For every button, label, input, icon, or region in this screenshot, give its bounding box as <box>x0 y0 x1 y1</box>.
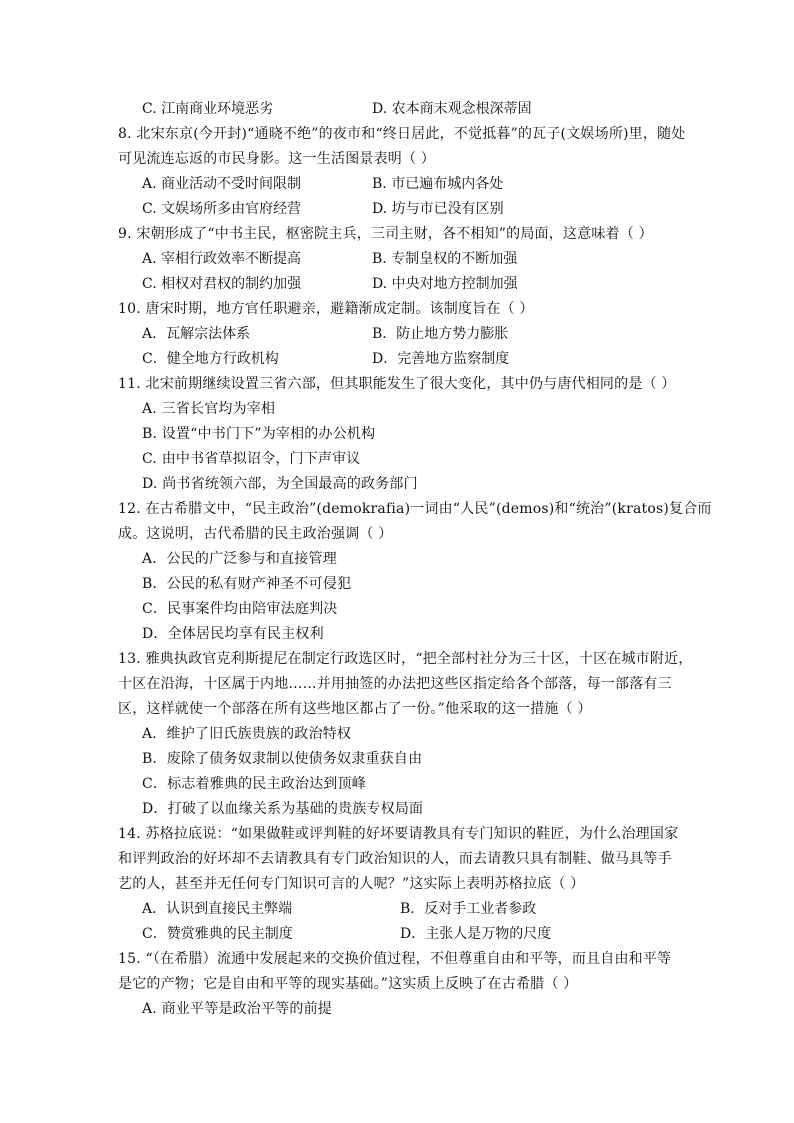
q11-stem-line1: 11. 北宋前期继续设置三省六部，但其职能发生了很大变化，其中仍与唐代相同的是（ ） <box>118 376 676 392</box>
q8-option-a: A. 商业活动不受时间限制 <box>142 176 302 192</box>
q11-option-d: D. 尚书省统领六部，为全国最高的政务部门 <box>142 476 418 492</box>
q9-stem-line1: 9. 宋朝形成了“中书主民，枢密院主兵，三司主财，各不相知”的局面，这意味着（ ） <box>118 226 653 242</box>
q9-option-c: C. 相权对君权的制约加强 <box>142 276 302 292</box>
q10-option-c: C．健全地方行政机构 <box>142 351 279 367</box>
q8-stem-line1: 8. 北宋东京(今开封)“通晓不绝”的夜市和“终日居此，不觉抵暮”的瓦子(文娱场所)里，随处 <box>118 126 686 142</box>
q10-option-b: B．防止地方势力膨胀 <box>372 326 509 342</box>
q12-stem-line2: 成。这说明，古代希腊的民主政治强调（ ） <box>118 526 393 542</box>
q10-options-ab <box>118 322 688 347</box>
q15-stem-line1: 15. “（在希腊）流通中发展起来的交换价值过程，不但尊重自由和平等，而且自由和平等 <box>118 951 672 967</box>
q8-options-ab <box>118 172 688 197</box>
q12-option-a: A．公民的广泛参与和直接管理 <box>142 551 337 567</box>
q9-option-b: B. 专制皇权的不断加强 <box>372 251 518 267</box>
question-list <box>118 97 712 1022</box>
q7-option-d: D. 农本商末观念根深蒂固 <box>372 101 532 117</box>
q14-stem-line1: 14. 苏格拉底说：“如果做鞋或评判鞋的好坏要请教具有专门知识的鞋匠，为什么治理国家 <box>118 826 679 842</box>
q11-option-c: C. 由中书省草拟诏令，门下声审议 <box>142 451 361 467</box>
q13-stem-line1: 13. 雅典执政官克利斯提尼在制定行政选区时，“把全部村社分为三十区，十区在城市附近， <box>118 651 693 667</box>
q14-options-ab <box>118 897 688 922</box>
q10-options-cd <box>118 347 688 372</box>
q15-stem-line2: 是它的产物；它是自由和平等的现实基础。”这实质上反映了在古希腊（ ） <box>118 976 578 992</box>
q14-option-b: B．反对手工业者参政 <box>400 901 537 917</box>
q14-stem-line2: 和评判政治的好坏却不去请教具有专门政治知识的人，而去请教只具有制鞋、做马具等手 <box>118 851 672 867</box>
q14-option-a: A．认识到直接民主弊端 <box>142 901 293 917</box>
q14-options-cd <box>118 922 688 947</box>
q14-stem-line3: 艺的人，甚至并无任何专门知识可言的人呢？”这实际上表明苏格拉底（ ） <box>118 876 585 892</box>
q10-option-d: D．完善地方监察制度 <box>372 351 510 367</box>
q9-option-d: D. 中央对地方控制加强 <box>372 276 518 292</box>
q7-option-c: C. 江南商业环境恶劣 <box>142 101 274 117</box>
q9-options-cd <box>118 272 688 297</box>
q13-option-b: B．废除了债务奴隶制以使债务奴隶重获自由 <box>142 751 423 767</box>
q8-stem-line2: 可见流连忘返的市民身影。这一生活图景表明（ ） <box>118 151 436 167</box>
q10-option-a: A．瓦解宗法体系 <box>142 326 251 342</box>
q8-option-d: D. 坊与市已没有区别 <box>372 201 504 217</box>
q11-option-b: B. 设置“中书门下”为宰相的办公机构 <box>142 426 376 442</box>
q12-option-b: B．公民的私有财产神圣不可侵犯 <box>142 576 352 592</box>
q12-stem-line1: 12. 在古希腊文中，“民主政治”(demokrafia)一词由“人民”(demos)和“统治”(kratos)复合而 <box>118 501 712 517</box>
q13-option-d: D．打破了以血缘关系为基础的贵族专权局面 <box>142 801 424 817</box>
q9-options-ab <box>118 247 688 272</box>
q12-option-d: D．全体居民均享有民主权利 <box>142 626 324 642</box>
q8-option-c: C. 文娱场所多由官府经营 <box>142 201 302 217</box>
q13-stem-line3: 区，这样就使一个部落在所有这些地区都占了一份。”他采取的这一措施（ ） <box>118 701 592 717</box>
q11-option-a: A. 三省长官均为宰相 <box>142 401 276 417</box>
q13-option-a: A．维护了旧氏族贵族的政治特权 <box>142 726 352 742</box>
q10-stem-line1: 10. 唐宋时期，地方官任职避亲，避籍渐成定制。该制度旨在（ ） <box>118 301 534 317</box>
q15-option-a: A. 商业平等是政治平等的前提 <box>142 1001 333 1017</box>
q14-option-c: C．赞赏雅典的民主制度 <box>142 926 293 942</box>
q9-option-a: A. 宰相行政效率不断提高 <box>142 251 302 267</box>
q13-option-c: C．标志着雅典的民主政治达到顶峰 <box>142 776 366 792</box>
q13-stem-line2: 十区在沿海，十区属于内地……并用抽签的办法把这些区指定给各个部落，每一部落有三 <box>118 676 672 692</box>
q7-options-cd <box>118 97 688 122</box>
q8-options-cd <box>118 197 688 222</box>
q8-option-b: B. 市已遍布城内各处 <box>372 176 504 192</box>
q14-option-d: D．主张人是万物的尺度 <box>400 926 552 942</box>
q12-option-c: C．民事案件均由陪审法庭判决 <box>142 601 338 617</box>
